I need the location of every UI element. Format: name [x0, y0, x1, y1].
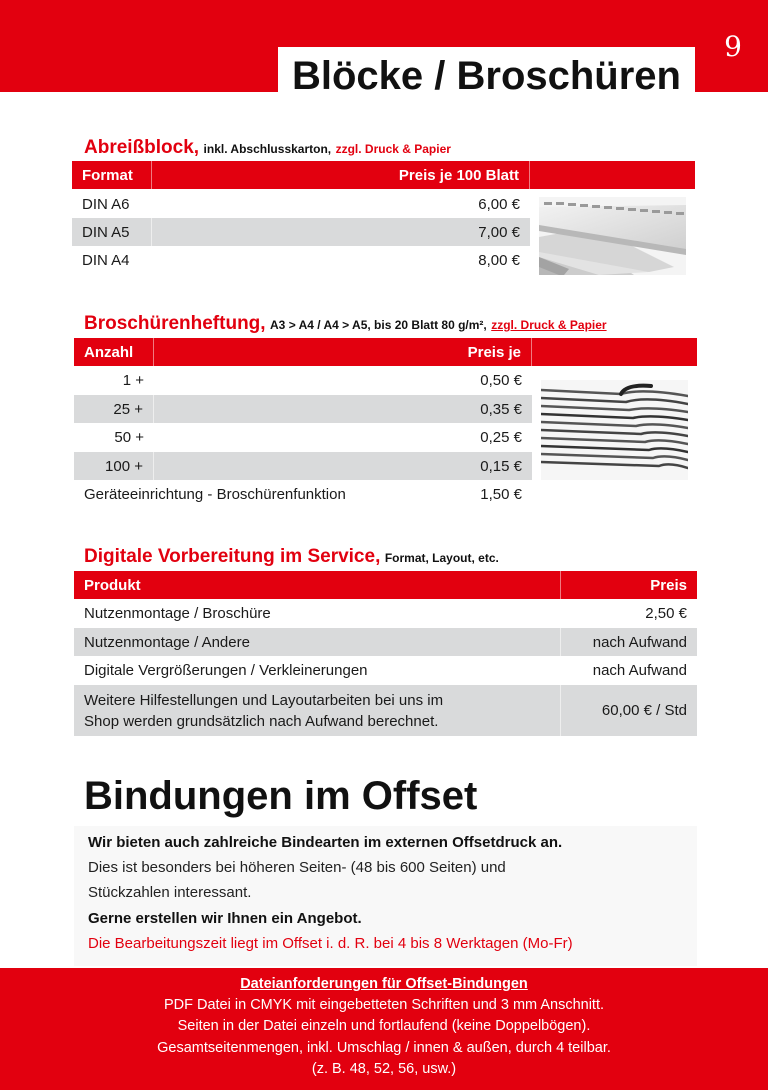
footer-line-4: (z. B. 48, 52, 56, usw.) — [311, 1061, 457, 1077]
notepad-blocks-image — [539, 197, 686, 275]
table-header — [74, 571, 697, 599]
footer-heading: Dateianforderungen für Offset-Bindungen — [240, 976, 528, 992]
price-cell: 60,00 € / Std — [601, 702, 687, 719]
price-cell: 6,00 € — [478, 195, 520, 213]
setup-row — [74, 480, 532, 508]
abreissblock-title: Abreißblock, — [84, 137, 200, 158]
abreissblock-subtitle: inkl. Abschlusskarton, — [203, 142, 332, 156]
price-cell: 8,00 € — [478, 251, 520, 269]
price-cell: 0,35 € — [480, 400, 522, 418]
offset-line-5: Die Bearbeitungszeit liegt im Offset i. d. R. bei 4 bis 8 Werktagen (Mo-Fr) — [88, 935, 573, 952]
digital-title: Digitale Vorbereitung im Service, — [84, 546, 381, 567]
brochures-stack-illustration — [541, 380, 688, 480]
product-line-1: Weitere Hilfestellungen und Layoutarbeiten bei uns im — [84, 691, 444, 709]
product-line-2: Shop werden grundsätzlich nach Aufwand berechnet. — [84, 712, 439, 730]
table-header — [72, 161, 695, 189]
digital-heading — [84, 546, 499, 569]
footer-line-2: Seiten in der Datei einzeln und fortlaufend (keine Doppelbögen). — [177, 1018, 591, 1034]
price-cell: 0,25 € — [480, 428, 522, 446]
price-cell: 2,50 € — [645, 604, 687, 622]
header-preis: Preis — [650, 576, 687, 594]
format-cell: DIN A4 — [82, 251, 130, 269]
table-row — [74, 366, 532, 394]
table-row — [74, 685, 697, 736]
price-cell: nach Aufwand — [592, 661, 687, 679]
table-row — [72, 190, 530, 218]
header-format: Format — [72, 161, 152, 189]
abreissblock-heading — [84, 137, 451, 160]
table-row — [72, 246, 530, 274]
qty-cell: 1 + — [122, 371, 144, 389]
header-image-col — [530, 161, 695, 189]
digital-table — [74, 571, 697, 736]
table-row — [74, 628, 697, 656]
notepad-blocks-illustration — [539, 197, 686, 275]
header-produkt: Produkt — [74, 571, 561, 599]
header-preis-je: Preis je — [154, 338, 532, 366]
header-image-col — [532, 338, 697, 366]
table-header — [74, 338, 697, 366]
page-title: Blöcke / Broschüren — [291, 54, 681, 98]
table-row — [74, 423, 532, 451]
qty-cell: 50 + — [114, 428, 144, 446]
footer-line-1: PDF Datei in CMYK mit eingebetteten Schriften und 3 mm Anschnitt. — [163, 997, 605, 1013]
table-row — [74, 599, 697, 627]
qty-cell: 25 + — [74, 395, 154, 423]
footer-line-3: Gesamtseitenmengen, inkl. Umschlag / innen & außen, durch 4 teilbar. — [157, 1040, 611, 1056]
offset-line-1: Wir bieten auch zahlreiche Bindearten im externen Offsetdruck an. — [88, 834, 563, 851]
setup-price: 1,50 € — [480, 485, 522, 503]
product-cell: Nutzenmontage / Broschüre — [84, 604, 271, 622]
table-row — [74, 656, 697, 684]
table-row — [72, 218, 530, 246]
footer-requirements — [0, 968, 768, 1090]
price-cell: 0,15 € — [480, 457, 522, 475]
header-price: Preis je 100 Blatt — [152, 161, 530, 189]
broschuere-title: Broschürenheftung, — [84, 313, 266, 334]
digital-subtitle: Format, Layout, etc. — [384, 551, 499, 565]
brochures-stack-image — [541, 380, 688, 480]
table-row — [74, 452, 532, 480]
page-number: 9 — [724, 30, 742, 63]
offset-line-3: Stückzahlen interessant. — [88, 884, 252, 901]
broschuere-heading — [84, 313, 607, 336]
product-cell: Nutzenmontage / Andere — [74, 628, 561, 656]
setup-label: Geräteeinrichtung - Broschürenfunktion — [84, 485, 346, 503]
broschuere-note-link[interactable]: zzgl. Druck & Papier — [491, 318, 607, 332]
product-cell: Digitale Vergrößerungen / Verkleinerungen — [84, 661, 368, 679]
price-cell: 7,00 € — [478, 223, 520, 241]
offset-line-2: Dies ist besonders bei höheren Seiten- (48 bis 600 Seiten) und — [88, 859, 506, 876]
product-cell — [74, 685, 561, 736]
price-cell: nach Aufwand — [592, 633, 687, 651]
price-cell: 0,50 € — [480, 371, 522, 389]
offset-title: Bindungen im Offset — [84, 774, 478, 818]
abreissblock-note: zzgl. Druck & Papier — [335, 142, 451, 156]
offset-line-4: Gerne erstellen wir Ihnen ein Angebot. — [88, 910, 362, 927]
broschuere-subtitle: A3 > A4 / A4 > A5, bis 20 Blatt 80 g/m², — [270, 318, 487, 332]
format-cell: DIN A5 — [72, 218, 152, 246]
qty-cell: 100 + — [74, 452, 154, 480]
format-cell: DIN A6 — [82, 195, 130, 213]
header-anzahl: Anzahl — [74, 338, 154, 366]
table-row — [74, 395, 532, 423]
